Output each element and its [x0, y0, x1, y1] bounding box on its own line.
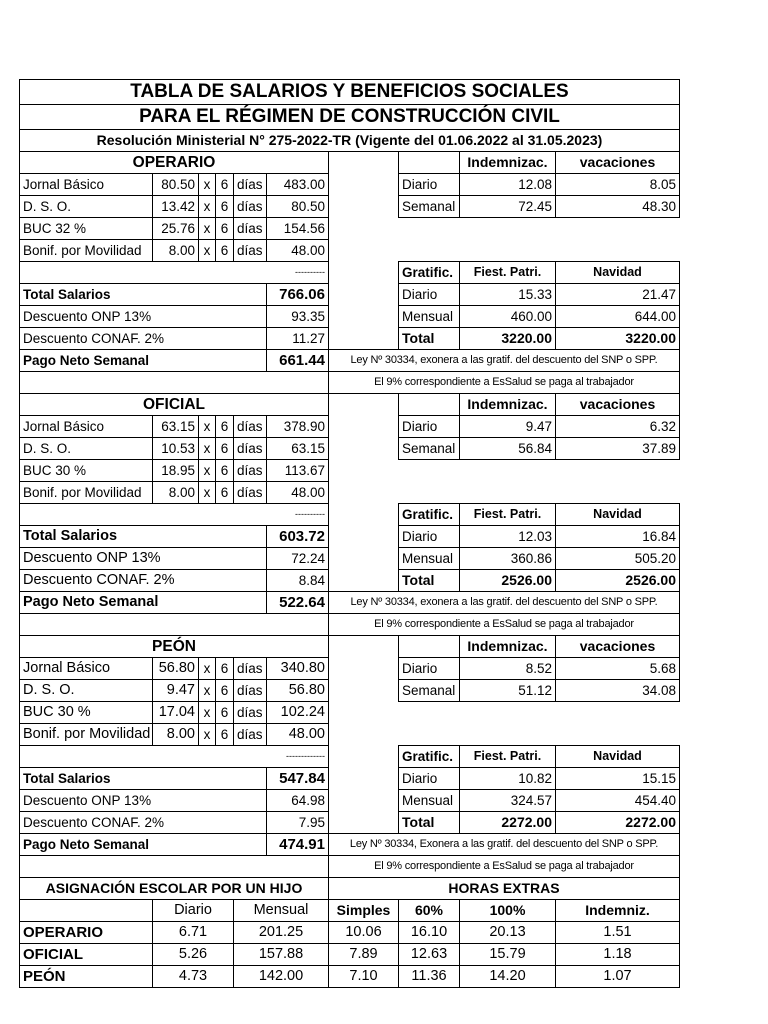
indemn-header: Indemnizac. — [460, 152, 556, 174]
vac-diario: 8.05 — [556, 174, 680, 196]
title-line-2: PARA EL RÉGIMEN DE CONSTRUCCIÓN CIVIL — [20, 105, 680, 130]
bottom-row-label: OPERARIO — [20, 922, 153, 944]
vac-header: vacaciones — [556, 152, 680, 174]
indemn-semanal: 72.45 — [460, 196, 556, 218]
separator: ---------- — [267, 262, 329, 284]
salary-table: TABLA DE SALARIOS Y BENEFICIOS SOCIALES PARA EL RÉGIMEN DE CONSTRUCCIÓN CIVIL Resolución Ministerial N° 275-2022-TR (Vigente del 01.06.2022 al 31.05.2023) OPERARIO Indemnizac. vacaciones Jornal Básico 80.50 x 6 días 483.00 Diario 12.08 8.05 D. S. O. 13.42 x 6 días 80.50 Semanal 72.45 48.30 BUC 32 % 25.76 x 6 días 154.56 Bonif. por Movilidad 8.00 x 6 días 48.00 ---------- Gratific. Fiest. Patri. Navidad Total Salarios 766.06 Diario 15.33 21.47 Descuento ONP 13% 93.35 Mensual 460.00 644.00 Descuento CONAF. 2% 11.27 Total 3220.00 3220.00 Pago Neto Semanal 661.44 Ley Nº 30334, exonera a las gratif. del descuento del SNP o SPP. El 9% correspondiente a EsSalud se paga al trabajador OFICIAL Indemnizac. vacaciones Jornal Básico 63.15 x 6 días 378.90 Diario 9.47 6.32 D. S. O. 10.53 x 6 días 63.15 Semanal 56.84 37.89 BUC 30 % 18.95 x 6 días 113.67 Bonif. por Movilidad 8.00 x 6 días 48.00 ---------- Gratific. Fiest. Patri. Navidad Total Salarios 603.72 Diario 12.03 16.84 Descuento ONP 13% 72.24 Mensual 360.86 505.20 Descuento CONAF. 2% 8.84 Total 2526.00 2526.00 Pago Neto Semanal 522.64 Ley Nº 30334, exonera a las gratif. del descuento del SNP o SPP. El 9% correspondiente a EsSalud se paga al trabajador PEÓN Indemnizac. vacaciones Jornal Básico 56.80 x 6 días 340.80 Diario 8.52 5.68 D. S. O. 9.47 x 6 días 56.80 Semanal 51.12 34.08 BUC 30 % 17.04 x 6 días 102.24 Bonif. por Movilidad 8.00 x 6 días 48.00 ------------- Gratific. Fiest. Patri. Navidad Total Salarios 547.84 Diario 10.82 15.15 Descuento ONP 13% 64.98 Mensual 324.57 454.40 Descuento CONAF. 2% 7.95 Total 2272.00 2272.00 Pago Neto Semanal 474.91 Ley Nº 30334, Exonera a las gratif. del descuento del SNP o SPP. El 9% correspondiente a EsSalud se paga al trabajador ASIGNACIÓN ESCOLAR POR UN HIJO HORAS EXTRAS Diario Mensual Simples 60% 100% Indemniz. OPERARIO 6.71 201.25 10.06 16.10 20.13 1.51 OFICIAL 5.26 157.88 7.89 12.63 15.79 1.18 PEÓN 4.73 142.00 7.10 11.36 14.20 1.07 — [19, 79, 680, 988]
total-salarios-label: Total Salarios — [20, 284, 267, 306]
total-salarios: 766.06 — [267, 284, 329, 306]
section-title-operario: OPERARIO — [20, 152, 329, 174]
row-label: Jornal Básico — [20, 174, 153, 196]
resolution-line: Resolución Ministerial N° 275-2022-TR (Vigente del 01.06.2022 al 31.05.2023) — [20, 130, 680, 152]
horas-extras-header: HORAS EXTRAS — [329, 878, 680, 900]
essalud-note: El 9% correspondiente a EsSalud se paga al trabajador — [329, 372, 680, 394]
vac-semanal: 48.30 — [556, 196, 680, 218]
section-title-oficial: OFICIAL — [20, 394, 329, 416]
row-amount: 483.00 — [267, 174, 329, 196]
onp-amount: 93.35 — [267, 306, 329, 328]
asig-escolar-header: ASIGNACIÓN ESCOLAR POR UN HIJO — [20, 878, 329, 900]
conaf-amount: 11.27 — [267, 328, 329, 350]
section-title-peon: PEÓN — [20, 636, 329, 658]
ley-note: Ley Nº 30334, exonera a las gratif. del descuento del SNP o SPP. — [329, 350, 680, 372]
indemn-diario: 12.08 — [460, 174, 556, 196]
row-rate: 80.50 — [153, 174, 199, 196]
pago-neto: 661.44 — [267, 350, 329, 372]
title-line-1: TABLA DE SALARIOS Y BENEFICIOS SOCIALES — [20, 80, 680, 105]
